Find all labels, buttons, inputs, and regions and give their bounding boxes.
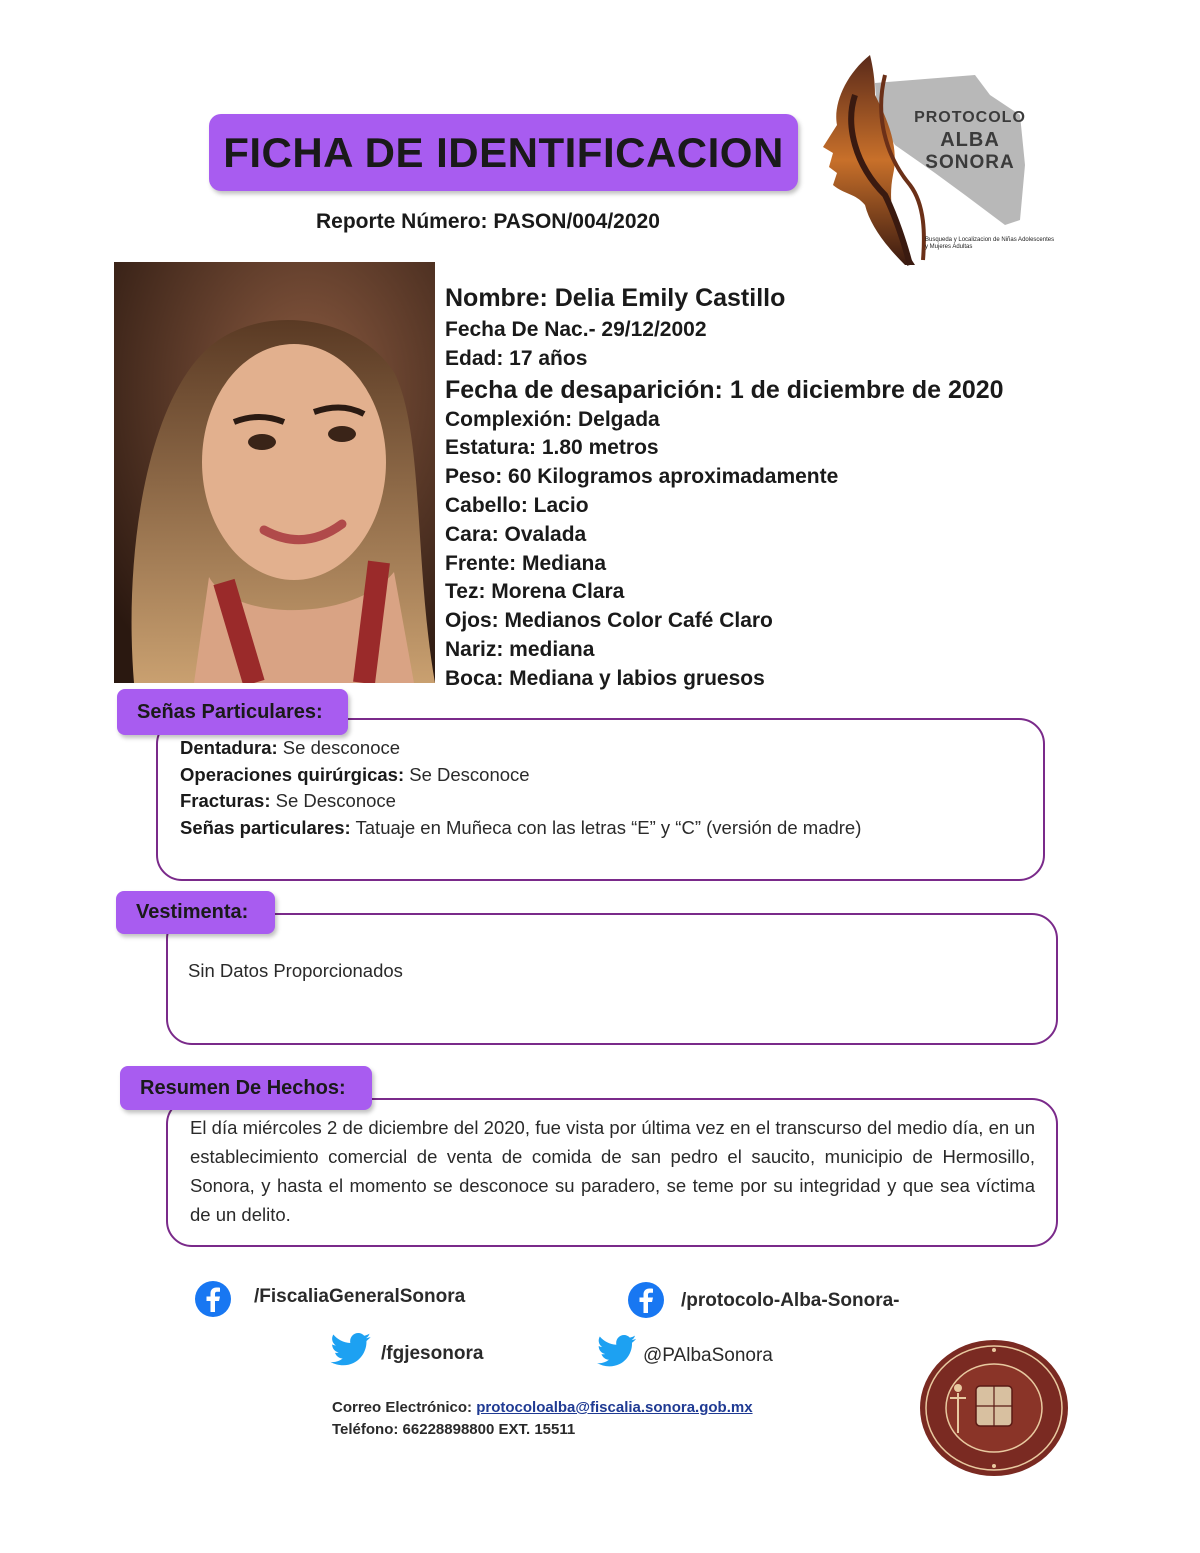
vestimenta-label: Vestimenta:	[116, 891, 275, 934]
phone-line: Teléfono: 66228898800 EXT. 15511	[332, 1421, 576, 1438]
detail-cabello: Cabello: Lacio	[445, 493, 589, 517]
protocolo-alba-logo	[815, 55, 1055, 270]
facebook-icon[interactable]	[193, 1279, 233, 1324]
senas-list	[180, 735, 1040, 841]
detail-boca: Boca: Mediana y labios gruesos	[445, 666, 765, 690]
senas-item-dentadura: Dentadura: Se desconoce	[180, 737, 401, 758]
logo-tagline: Busqueda y Localizacion de Niñas Adolescentes y Mujeres Adultas	[925, 237, 1055, 250]
report-number: Reporte Número: PASON/004/2020	[316, 210, 660, 233]
vestimenta-text: Sin Datos Proporcionados	[188, 960, 403, 981]
detail-fecha-desaparicion: Fecha de desaparición: 1 de diciembre de 2020	[445, 375, 1004, 404]
seal-emblem	[918, 1338, 1070, 1478]
facebook-icon[interactable]	[626, 1280, 666, 1325]
logo-line-2: ALBA	[940, 129, 1000, 151]
person-details	[445, 282, 1185, 694]
email-link[interactable]: protocoloalba@fiscalia.sonora.gob.mx	[476, 1399, 753, 1416]
twitter-link-fgjesonora[interactable]: /fgjesonora	[381, 1343, 484, 1364]
senas-item-fracturas: Fracturas: Se Desconoce	[180, 790, 396, 811]
logo-line-1: PROTOCOLO	[914, 109, 1026, 126]
page-title: FICHA DE IDENTIFICACION	[223, 128, 784, 176]
detail-nariz: Nariz: mediana	[445, 637, 595, 661]
detail-ojos: Ojos: Medianos Color Café Claro	[445, 609, 773, 633]
title-banner	[209, 114, 798, 191]
detail-fecha-nac: Fecha De Nac.- 29/12/2002	[445, 318, 707, 341]
twitter-icon[interactable]	[595, 1335, 639, 1373]
logo-line-3: SONORA	[925, 152, 1015, 173]
twitter-icon[interactable]	[328, 1333, 374, 1372]
contact-info	[332, 1397, 753, 1441]
facebook-link-protocolo[interactable]: /protocolo-Alba-Sonora-	[681, 1290, 900, 1311]
detail-edad: Edad: 17 años	[445, 346, 588, 370]
detail-complexion: Complexión: Delgada	[445, 407, 660, 431]
senas-item-operaciones: Operaciones quirúrgicas: Se Desconoce	[180, 763, 530, 785]
senas-item-particulares: Señas particulares: Tatuaje en Muñeca con las letras “E” y “C” (versión de madre)	[180, 816, 862, 838]
detail-tez: Tez: Morena Clara	[445, 580, 625, 604]
detail-peso: Peso: 60 Kilogramos aproximadamente	[445, 465, 839, 489]
detail-frente: Frente: Mediana	[445, 551, 607, 575]
detail-nombre: Nombre: Delia Emily Castillo	[445, 284, 786, 312]
portrait-graphic	[114, 262, 435, 683]
email-line: Correo Electrónico: protocoloalba@fiscalia.sonora.gob.mx	[332, 1399, 753, 1416]
detail-estatura: Estatura: 1.80 metros	[445, 436, 659, 460]
person-photo	[114, 262, 435, 683]
senas-label: Señas Particulares:	[117, 689, 348, 735]
resumen-label: Resumen De Hechos:	[120, 1066, 372, 1110]
fiscalia-seal	[918, 1338, 1070, 1478]
facebook-link-fiscalia[interactable]: /FiscaliaGeneralSonora	[254, 1286, 466, 1307]
twitter-link-palbasonora[interactable]: @PAlbaSonora	[643, 1345, 773, 1366]
resumen-text: El día miércoles 2 de diciembre del 2020, fue vista por última vez en el transcurso del medio día, en un establecimiento comercial de venta de comida de san pedro el saucito, municipio de Hermosillo, Sonora, y hasta el momento se desconoce su paradero, se teme por su integridad y que sea víctima de un delito.	[190, 1117, 1035, 1225]
detail-cara: Cara: Ovalada	[445, 522, 587, 546]
